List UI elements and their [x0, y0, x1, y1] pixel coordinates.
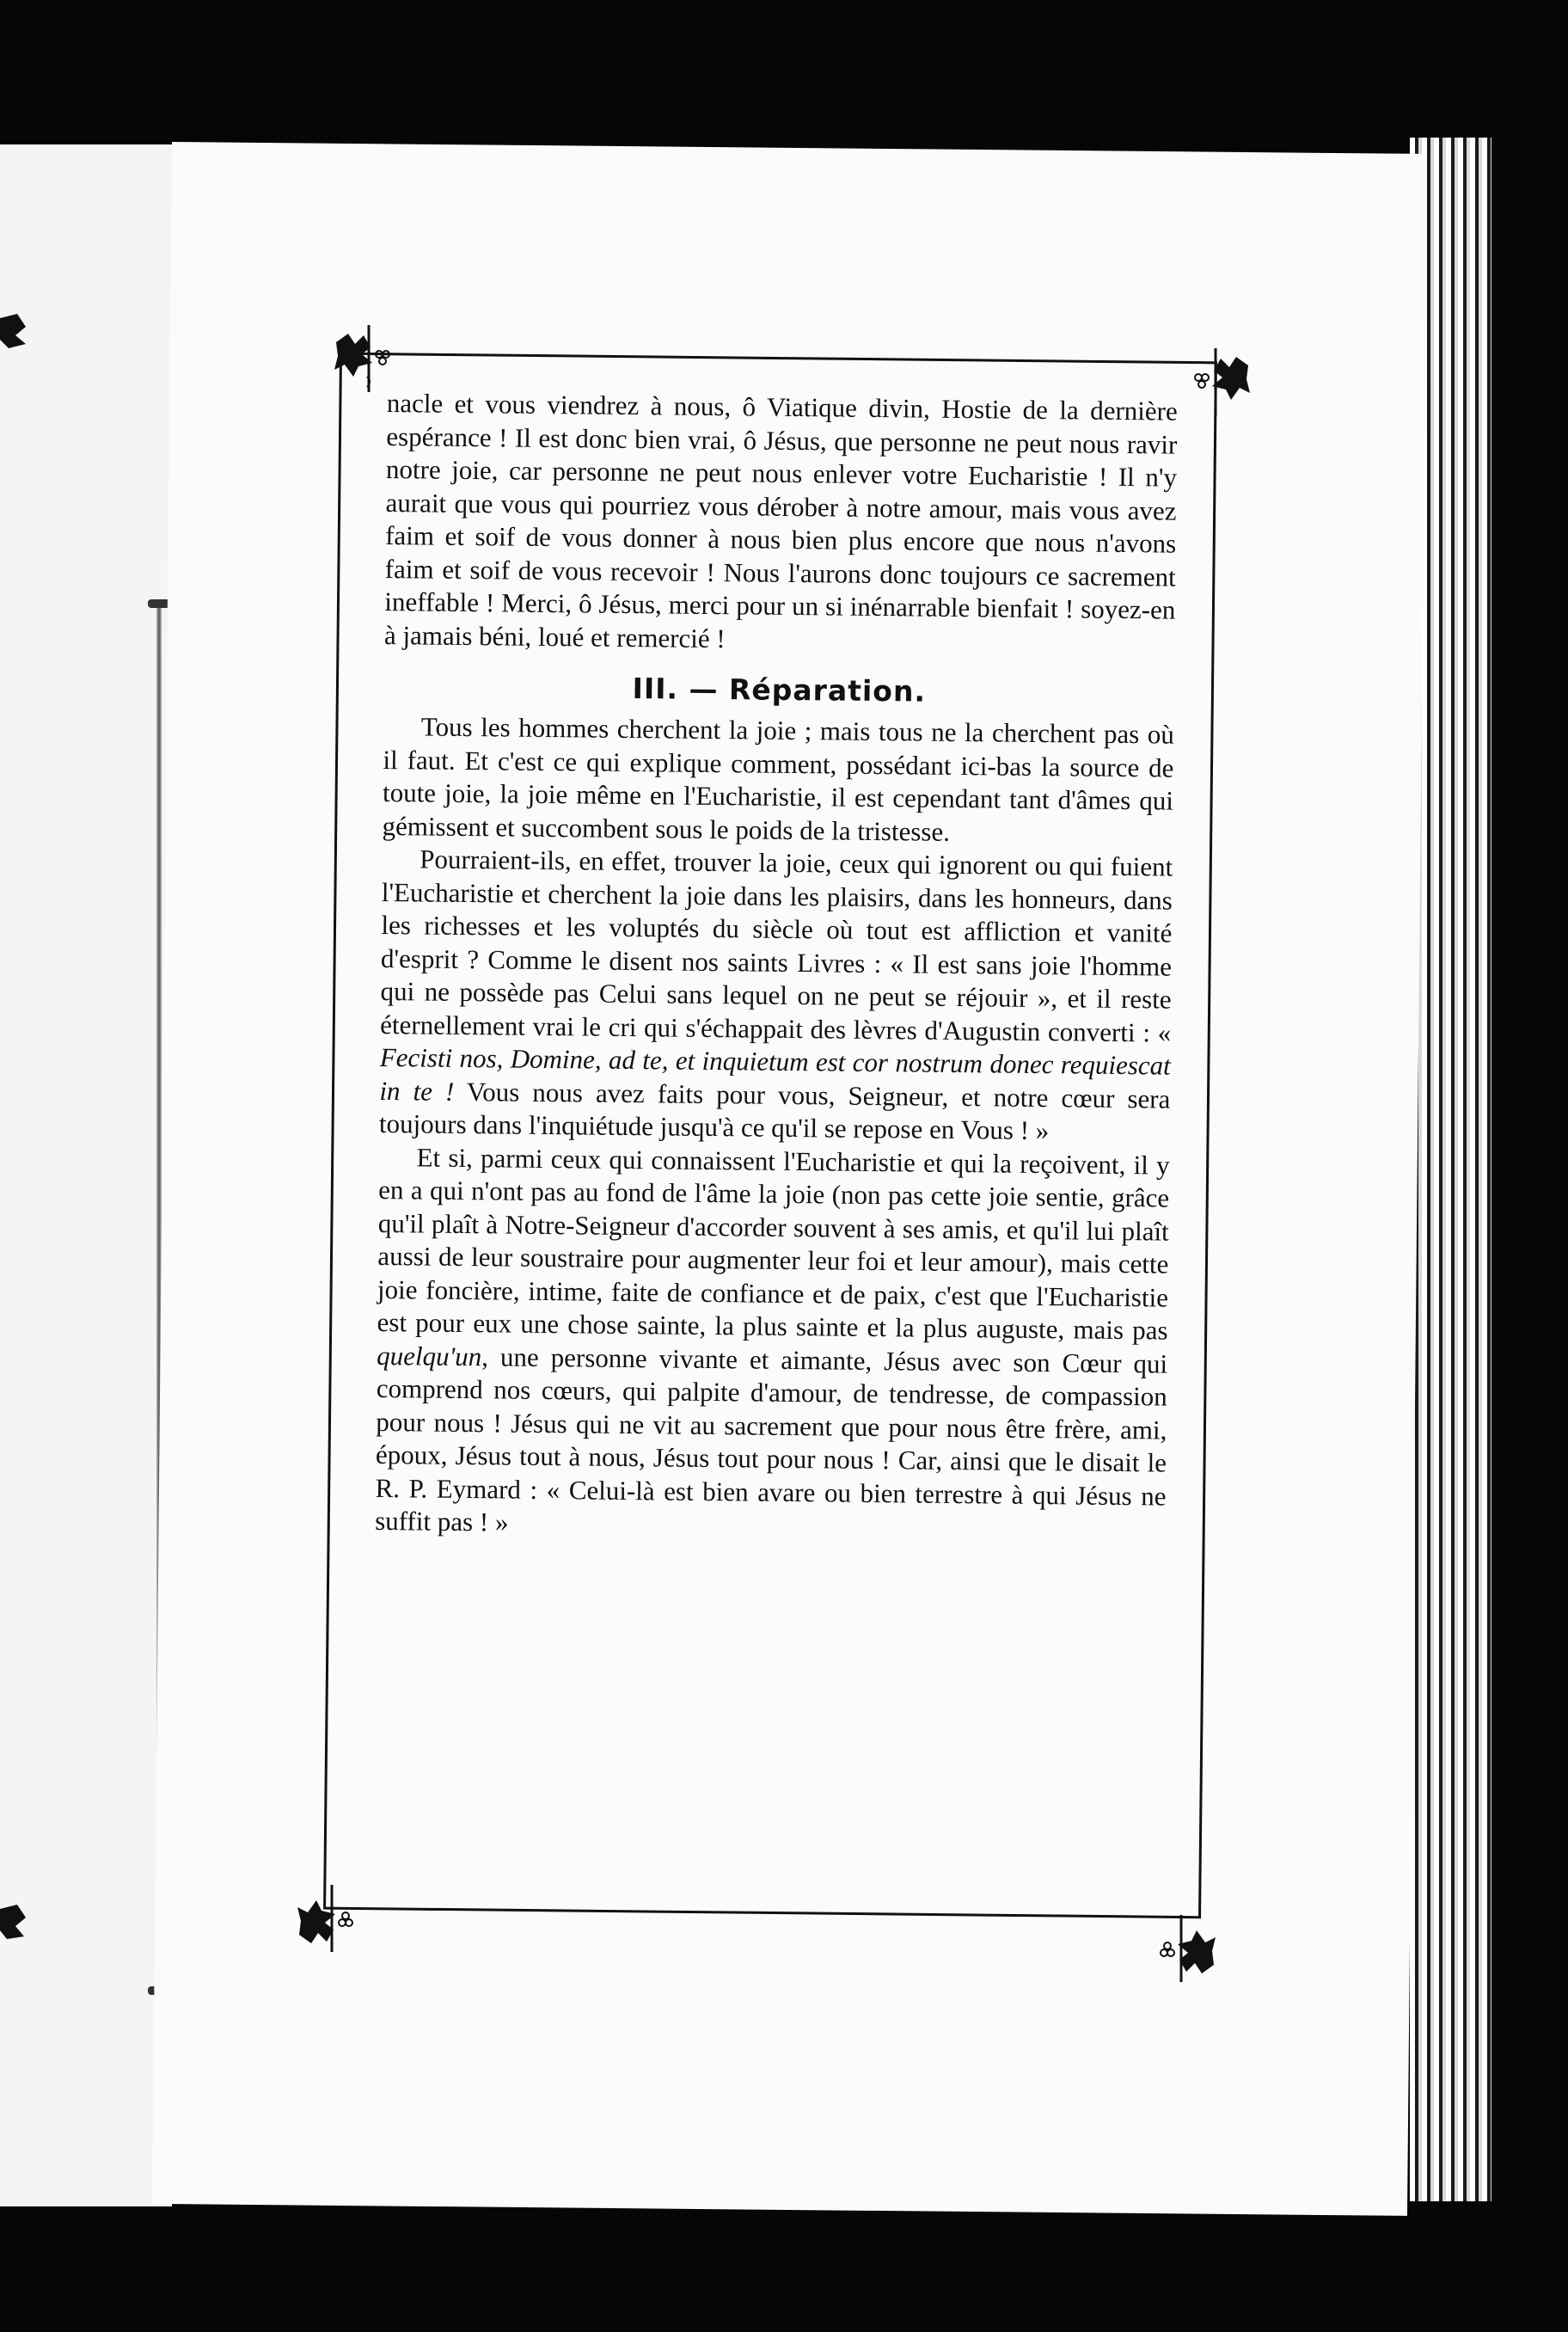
- section-heading: III. — Réparation.: [632, 672, 927, 709]
- paragraph: [375, 1140, 1170, 1546]
- paragraph-text: Pourraient-ils, en effet, trouver la joie, ceux qui ignorent ou qui fuient l'Eucharistie et cherchent la joie dans les plaisirs, dans les honneurs, dans les richesses et les voluptés du siècle où tout est affliction et vanité d'esprit ? Comme le disent nos saints Livres : « Il est sans joie l'homme qui ne possède pas Celui sans lequel on ne peut se réjouir », et il reste éternellement vrai le cri qui s'échappait des lèvres d'Augustin converti : «: [380, 844, 1173, 1048]
- vine-leaf-icon: [0, 1883, 34, 1943]
- vine-leaf-icon: [1152, 1913, 1221, 1991]
- paragraph-text: Et si, parmi ceux qui connaissent l'Eucharistie et qui la reçoivent, il y en a qui n'ont pas au fond de l'âme la joie (non pas cette joie sentie, grâce qu'il plaît à Notre-Seigneur d'accorder souvent à ses amis, et qu'il lui plaît aussi de leur soustraire pour augmenter leur foi et leur amour), mais cette joie foncière, intime, faite de confiance et de paix, c'est que l'Eucharistie est pour eux une chose sainte, la plus sainte et la plus auguste, mais pas: [377, 1141, 1170, 1346]
- paragraph: Tous les hommes cherchent la joie ; mais tous ne la cherchent pas où il faut. Et c'est ce qui explique comment, possédant ici-bas la source de toute joie, la joie même en l'Eucharistie, il est cependant tant d'âmes qui gémissent et succombent sous le poids de la tristesse.: [382, 711, 1175, 847]
- paragraph-text: Vous nous avez faits pour vous, Seigneur, et notre cœur sera toujours dans l'inquiétude jusqu'à ce qu'il se repose en Vous ! »: [378, 1076, 1171, 1146]
- latin-quote: Fecisti nos, Domine, ad te, et inquietum est cor nostrum donec requiescat in te !: [379, 1041, 1171, 1107]
- vine-leaf-icon: [329, 316, 398, 394]
- paragraph-continued: nacle et vous viendrez à nous, ô Viatique divin, Hostie de la dernière espérance ! Il est donc bien vrai, ô Jésus, que personne ne peut nous ravir notre joie, car personne ne peut nous enlever votre Eucharistie ! Il n'y aurait que vous qui pourriez vous dérober à notre amour, mais vous avez faim et soif de vous donner à nous bien plus encore que nous n'avons faim et soif de vous recevoir ! Nous l'aurons donc toujours ce sacrement ineffable ! Merci, ô Jésus, merci pour un si inénarrable bienfait ! soyez-en à jamais béni, loué et remercié !: [383, 387, 1178, 654]
- vine-leaf-icon: [0, 310, 34, 370]
- vine-leaf-icon: [1186, 340, 1255, 417]
- page-text: [375, 387, 1178, 1546]
- paragraph-text: , une personne vivante et aimante, Jésus avec son Cœur qui comprend nos cœurs, qui palpite d'amour, de tendresse, de compassion pour nous ! Jésus qui ne vit au sacrement que pour nous être frère, ami, époux, Jésus tout à nous, Jésus tout pour nous ! Car, ainsi que le disait le R. P. Eymard : « Celui-là est bien avare ou bien terrestre à qui Jésus ne suffit pas ! »: [375, 1341, 1168, 1537]
- vine-leaf-icon: [292, 1883, 361, 1961]
- paragraph: [379, 843, 1173, 1149]
- italic-word: quelqu'un: [377, 1340, 482, 1372]
